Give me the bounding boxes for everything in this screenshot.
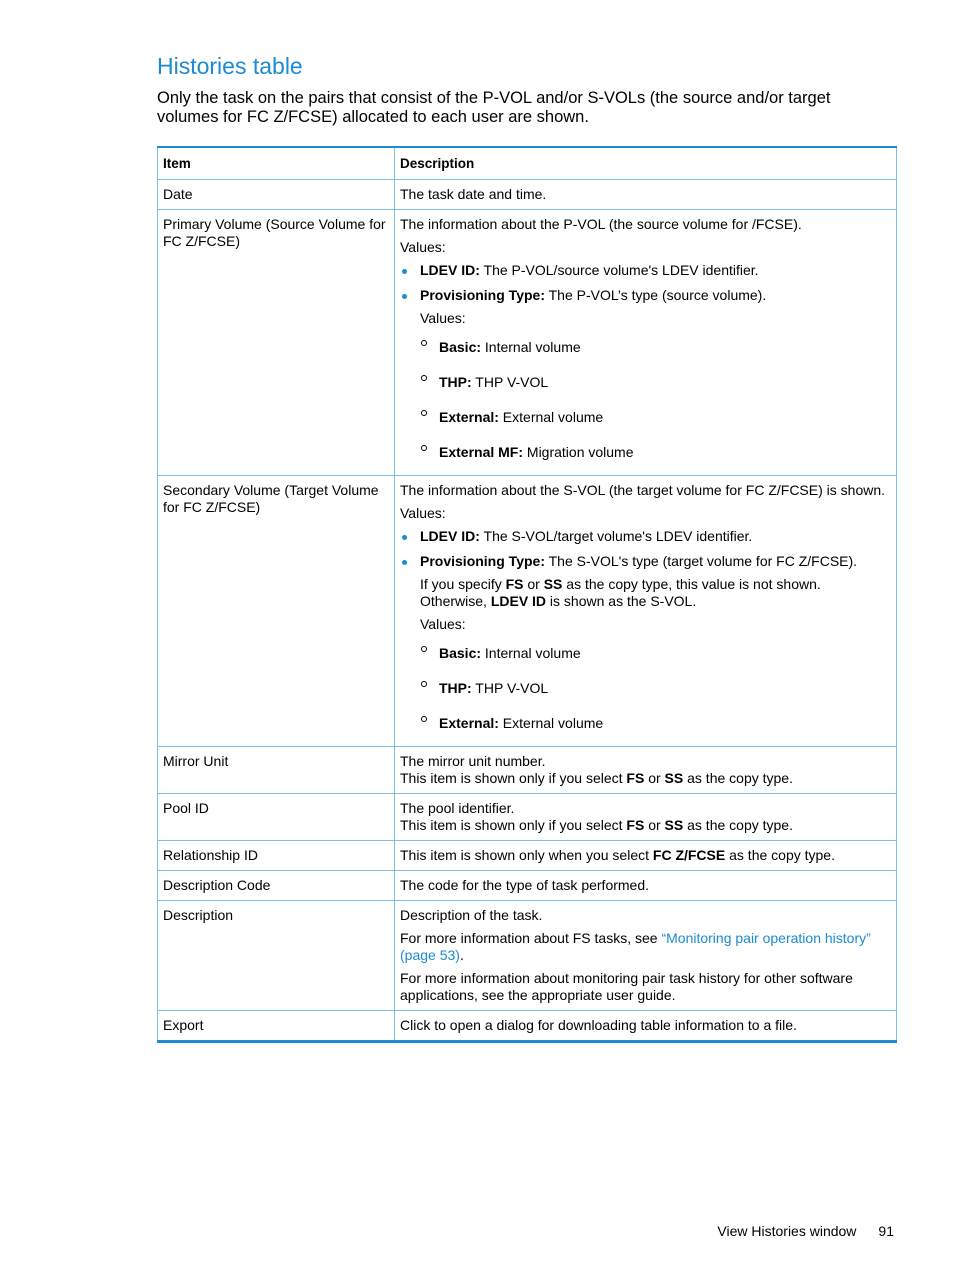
term-text: External volume <box>498 409 604 425</box>
row-item: Secondary Volume (Target Volume for FC Z/FCSE) <box>158 476 395 747</box>
note-part: or <box>644 770 665 786</box>
note-part: as the copy type. <box>683 770 793 786</box>
term-text: Internal volume <box>481 339 581 355</box>
desc-text: Description of the task. <box>400 907 543 923</box>
list-item <box>420 409 891 426</box>
list-item <box>400 262 891 279</box>
term: External MF: <box>439 444 524 460</box>
desc-text: The mirror unit number. <box>400 753 546 769</box>
bullet-list <box>400 262 891 461</box>
term-text: THP V-VOL <box>471 374 549 390</box>
term-text: The P-VOL/source volume's LDEV identifier. <box>479 262 759 278</box>
term: Basic: <box>439 339 482 355</box>
note-text <box>420 576 891 610</box>
row-item: Description <box>158 901 395 1011</box>
term: Basic: <box>439 645 482 661</box>
term: Provisioning Type: <box>420 287 545 303</box>
row-description <box>395 210 897 476</box>
header-item: Item <box>158 147 395 180</box>
list-item <box>420 715 891 732</box>
row-item: Export <box>158 1011 395 1042</box>
note-part: . <box>459 947 464 963</box>
desc-text: The information about the P-VOL (the source volume for /FCSE). <box>400 216 802 232</box>
intro-paragraph: Only the task on the pairs that consist of the P-VOL and/or S-VOLs (the source and/or target volumes for FC Z/FCSE) allocated to each user are shown. <box>157 89 831 126</box>
note-bold: FS <box>626 817 645 833</box>
term-text: Migration volume <box>523 444 634 460</box>
term: THP: <box>439 374 472 390</box>
row-description <box>395 794 897 841</box>
term: LDEV ID: <box>420 262 480 278</box>
table-row <box>158 180 897 210</box>
values-label: Values: <box>400 239 446 255</box>
row-item: Pool ID <box>158 794 395 841</box>
note-part: or <box>523 576 544 592</box>
table-row <box>158 901 897 1011</box>
row-description: Click to open a dialog for downloading table information to a file. <box>395 1011 897 1042</box>
term: LDEV ID: <box>420 528 480 544</box>
page-title: Histories table <box>157 53 303 79</box>
table-row <box>158 794 897 841</box>
row-item: Relationship ID <box>158 841 395 871</box>
note-bold: SS <box>543 576 563 592</box>
bullet-list <box>400 528 891 732</box>
sub-list <box>420 339 891 461</box>
footer-section: View Histories window <box>717 1223 857 1239</box>
term-text: The S-VOL's type (target volume for FC Z/FCSE). <box>544 553 858 569</box>
row-description <box>395 901 897 1011</box>
desc-more-other: For more information about monitoring pair task history for other software applications, see the appropriate user guide. <box>400 970 853 1003</box>
histories-table <box>157 146 897 1043</box>
page-footer <box>717 1223 894 1239</box>
note-part: as the copy type, this value is not shown. Otherwise, <box>420 576 821 609</box>
term-text: The P-VOL’s type (source volume). <box>544 287 767 303</box>
desc-note <box>400 770 891 787</box>
values-label: Values: <box>400 505 446 521</box>
row-description <box>395 747 897 794</box>
row-item: Date <box>158 180 395 210</box>
note-bold: FC Z/FCSE <box>652 847 726 863</box>
values-label: Values: <box>420 616 466 632</box>
page-number: 91 <box>878 1223 894 1239</box>
note-part: or <box>644 817 665 833</box>
desc-text: The information about the S-VOL (the target volume for FC Z/FCSE) is shown. <box>400 482 886 498</box>
note-part: This item is shown only when you select <box>400 847 653 863</box>
list-item <box>400 553 891 732</box>
note-bold: SS <box>664 817 684 833</box>
row-description <box>395 841 897 871</box>
table-row <box>158 841 897 871</box>
note-bold: SS <box>664 770 684 786</box>
list-item <box>420 339 891 356</box>
term: External: <box>439 715 499 731</box>
row-description <box>395 476 897 747</box>
values-label: Values: <box>420 310 466 326</box>
term: Provisioning Type: <box>420 553 545 569</box>
term-text: Internal volume <box>481 645 581 661</box>
note-part: as the copy type. <box>725 847 835 863</box>
list-item <box>420 645 891 662</box>
table-row <box>158 210 897 476</box>
row-item: Mirror Unit <box>158 747 395 794</box>
desc-text: The pool identifier. <box>400 800 515 816</box>
term-text: External volume <box>498 715 604 731</box>
term: External: <box>439 409 499 425</box>
list-item <box>400 528 891 545</box>
desc-note <box>400 817 891 834</box>
table-row <box>158 476 897 747</box>
term: THP: <box>439 680 472 696</box>
note-part: This item is shown only if you select <box>400 817 627 833</box>
desc-more <box>400 930 891 964</box>
row-description: The task date and time. <box>395 180 897 210</box>
monitoring-history-link[interactable]: “Monitoring pair operation history” (page 53) <box>400 930 871 963</box>
term-text: THP V-VOL <box>471 680 549 696</box>
row-item: Primary Volume (Source Volume for FC Z/FCSE) <box>158 210 395 476</box>
note-part: If you specify <box>420 576 506 592</box>
header-description: Description <box>395 147 897 180</box>
note-bold: LDEV ID <box>490 593 547 609</box>
list-item <box>420 374 891 391</box>
note-part: For more information about FS tasks, see <box>400 930 662 946</box>
list-item <box>420 680 891 697</box>
note-part: as the copy type. <box>683 817 793 833</box>
list-item <box>420 444 891 461</box>
row-description: The code for the type of task performed. <box>395 871 897 901</box>
note-part: This item is shown only if you select <box>400 770 627 786</box>
table-header-row <box>158 147 897 180</box>
table-row <box>158 871 897 901</box>
note-bold: FS <box>626 770 645 786</box>
note-bold: FS <box>505 576 524 592</box>
list-item <box>400 287 891 461</box>
term-text: The S-VOL/target volume's LDEV identifier. <box>479 528 753 544</box>
table-row <box>158 747 897 794</box>
sub-list <box>420 645 891 732</box>
row-item: Description Code <box>158 871 395 901</box>
table-row <box>158 1011 897 1042</box>
note-part: is shown as the S-VOL. <box>546 593 697 609</box>
